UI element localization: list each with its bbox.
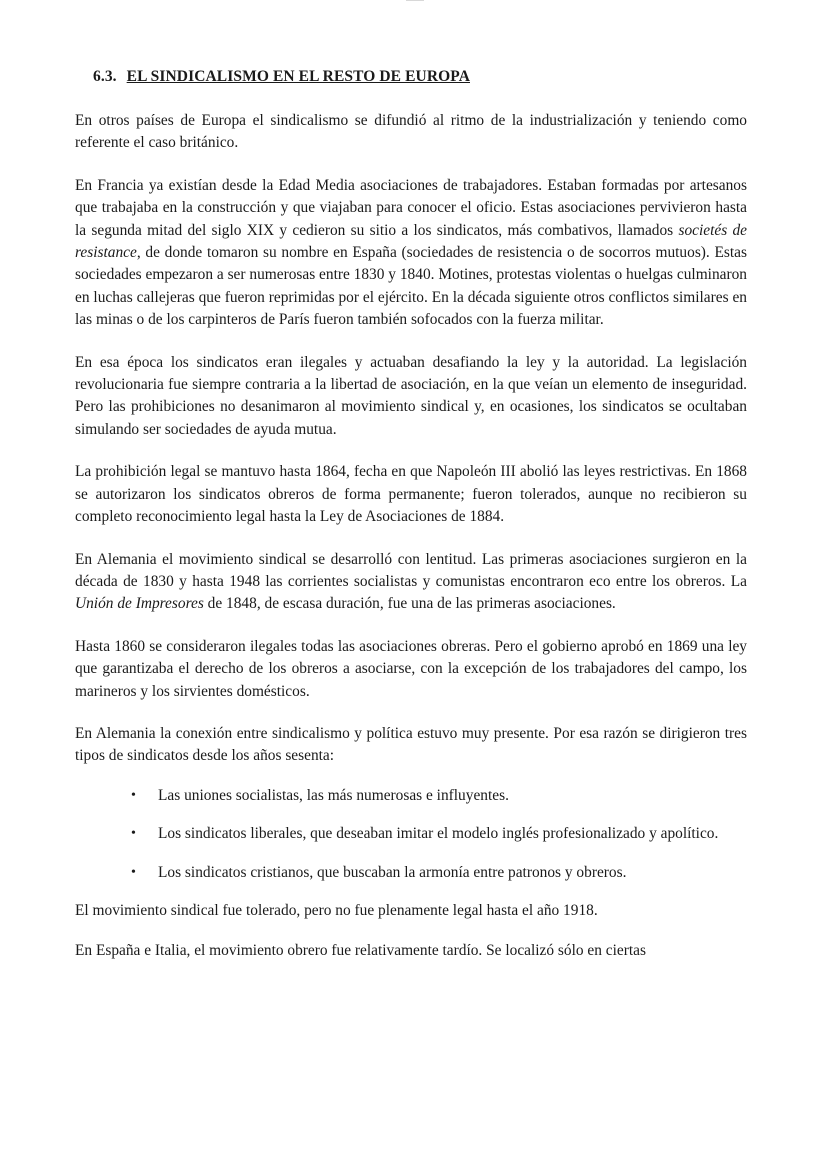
list-item: • Los sindicatos liberales, que deseaban imitar el modelo inglés profesionalizado y apolítico. [131,823,747,845]
paragraph-intro: En otros países de Europa el sindicalismo se difundió al ritmo de la industrialización y teniendo como referente el caso británico. [75,112,747,152]
bullet-icon: • [131,864,136,880]
paragraph-ilegales: En esa época los sindicatos eran ilegales y actuaban desafiando la ley y la autoridad. La legislación revolucionaria fue siempre contraria a la libertad de asociación, en la que veían un elemento de inseguridad. Pero las prohibiciones no desanimaron al movimiento sindical y, en ocasiones, los sindicatos se ocultaban simulando ser sociedades de ayuda mutua. [75,353,747,438]
bullet-icon: • [131,826,136,842]
paragraph-1918: El movimiento sindical fue tolerado, pero no fue plenamente legal hasta el año 1918. [75,902,598,920]
list-item: • Las uniones socialistas, las más numerosas e influyentes. [131,785,747,807]
italic-term: societés de resistance [75,221,747,262]
bullet-list [75,785,747,884]
paragraph-politica: En Alemania la conexión entre sindicalismo y política estuvo muy presente. Por esa razón se dirigieron tres tipos de sindicatos desde los años sesenta: [75,724,747,765]
page-top-mark [406,0,424,1]
paragraph-alemania: En Alemania el movimiento sindical se desarrolló con lentitud. Las primeras asociaciones surgieron en la década de 1830 y hasta 1948 las corrientes socialistas y comunistas encontraron eco entre los obreros. La Unión de Impresores de 1848, de escasa duración, fue una de las primeras asociaciones. [75,550,747,613]
paragraph-prohibicion: La prohibición legal se mantuvo hasta 1864, fecha en que Napoleón III abolió las leyes restrictivas. En 1868 se autorizaron los sindicatos obreros de forma permanente; fueron tolerados, aunque no recibieron su completo reconocimiento legal hasta la Ley de Asociaciones de 1884. [75,463,747,526]
bullet-icon: • [131,787,136,803]
document-page [75,68,747,982]
italic-term: Unión de Impresores [75,595,204,613]
section-title: EL SINDICALISMO EN EL RESTO DE EUROPA [126,68,470,85]
section-number: 6.3. [93,68,117,85]
list-item: • Los sindicatos cristianos, que buscaban la armonía entre patronos y obreros. [131,862,747,884]
paragraph-hasta-1860: Hasta 1860 se consideraron ilegales todas las asociaciones obreras. Pero el gobierno aprobó en 1869 una ley que garantizaba el derecho de los obreros a asociarse, con la excepción de los trabajadores del campo, los marineros y los sirvientes domésticos. [75,637,747,700]
section-heading [93,68,747,86]
paragraph-francia: En Francia ya existían desde la Edad Media asociaciones de trabajadores. Estaban formadas por artesanos que trabajaba en la construcción y que viajaban para conocer el oficio. Estas asociaciones pervivieron hasta la segunda mitad del siglo XIX y cedieron su sitio a los sindicatos, más combativos, llamados societés de resistance, de donde tomaron su nombre en España (sociedades de resistencia o de socorros mutuos). Estas sociedades empezaron a ser numerosas entre 1830 y 1840. Motines, protestas violentas o huelgas culminaron en luchas callejeras que fueron reprimidas por el ejército. En la década siguiente otros conflictos similares en las minas o de los carpinteros de París fueron también sofocados con la fuerza militar. [75,176,747,329]
paragraph-espana-italia: En España e Italia, el movimiento obrero fue relativamente tardío. Se localizó sólo en ciertas [75,941,646,959]
